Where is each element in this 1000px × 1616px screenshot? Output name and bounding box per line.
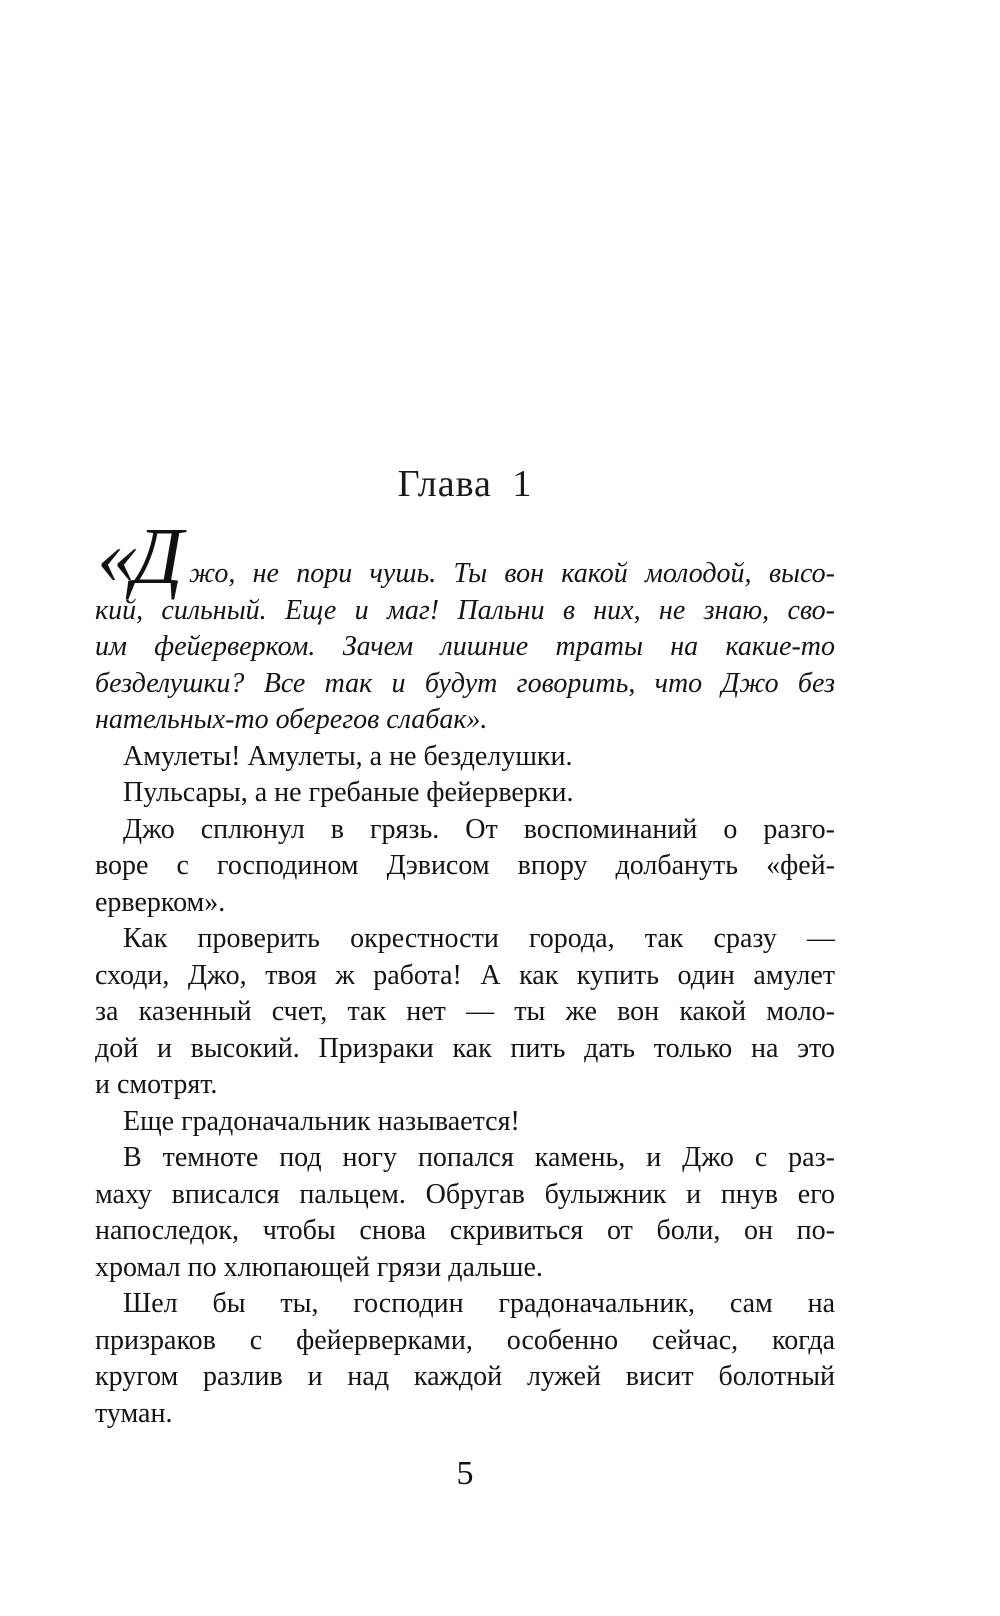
text-line: маху вписался пальцем. Обругав булыжник и пнув его bbox=[95, 1178, 835, 1210]
paragraph bbox=[95, 921, 835, 1104]
chapter-title: Глава 1 bbox=[397, 463, 533, 505]
text-line: нательных-то оберегов слабак». bbox=[95, 704, 488, 735]
text-line: ерверком». bbox=[95, 886, 226, 918]
text-line: кругом разлив и над каждой лужей висит болотный bbox=[95, 1361, 835, 1392]
text-line: Шел бы ты, господин градоначальник, сам на bbox=[123, 1288, 835, 1319]
text-line: туман. bbox=[95, 1397, 173, 1429]
text-line: Еще градоначальник называется! bbox=[123, 1105, 520, 1137]
text-line: В темноте под ногу попался камень, и Джо с раз- bbox=[123, 1142, 835, 1173]
text-line: призраков с фейерверками, особенно сейчас, когда bbox=[95, 1324, 835, 1356]
text-line: воре с господином Дэвисом впору долбануть «фей- bbox=[95, 850, 835, 881]
paragraph bbox=[95, 812, 835, 922]
text-line: кий, сильный. Еще и маг! Пальни в них, не знаю, сво- bbox=[95, 594, 835, 626]
text-line: дой и высокий. Призраки как пить дать только на это bbox=[95, 1032, 835, 1064]
text-line: «Д жо, не пори чушь. Ты вон какой молодой, высо- bbox=[97, 513, 835, 601]
text-line: Амулеты! Амулеты, а не безделушки. bbox=[123, 740, 573, 772]
paragraph bbox=[95, 775, 835, 812]
page-number: 5 bbox=[456, 1455, 474, 1492]
text-line: хромал по хлюпающей грязи дальше. bbox=[95, 1251, 543, 1283]
text-line: Как проверить окрестности города, так сразу — bbox=[123, 923, 835, 954]
paragraph bbox=[95, 1286, 835, 1432]
drop-cap: «Д bbox=[97, 513, 178, 601]
text-line: безделушки? Все так и будут говорить, что Джо без bbox=[95, 667, 835, 699]
text-line: за казенный счет, так нет — ты же вон какой моло- bbox=[95, 996, 835, 1027]
paragraphs bbox=[95, 513, 835, 1432]
text-line: сходи, Джо, твоя ж работа! А как купить один амулет bbox=[95, 959, 835, 991]
page-content bbox=[95, 458, 835, 1494]
paragraph bbox=[95, 739, 835, 776]
text-line: им фейерверком. Зачем лишние траты на какие-то bbox=[95, 631, 835, 662]
paragraph bbox=[95, 513, 835, 739]
paragraph bbox=[95, 1104, 835, 1141]
text-line: и смотрят. bbox=[95, 1069, 218, 1100]
text-line: Пульсары, а не гребаные фейерверки. bbox=[123, 777, 574, 808]
paragraph bbox=[95, 1140, 835, 1286]
text-line: напоследок, чтобы снова скривиться от боли, он по- bbox=[95, 1215, 835, 1246]
text-line: Джо сплюнул в грязь. От воспоминаний о разго- bbox=[123, 813, 835, 845]
